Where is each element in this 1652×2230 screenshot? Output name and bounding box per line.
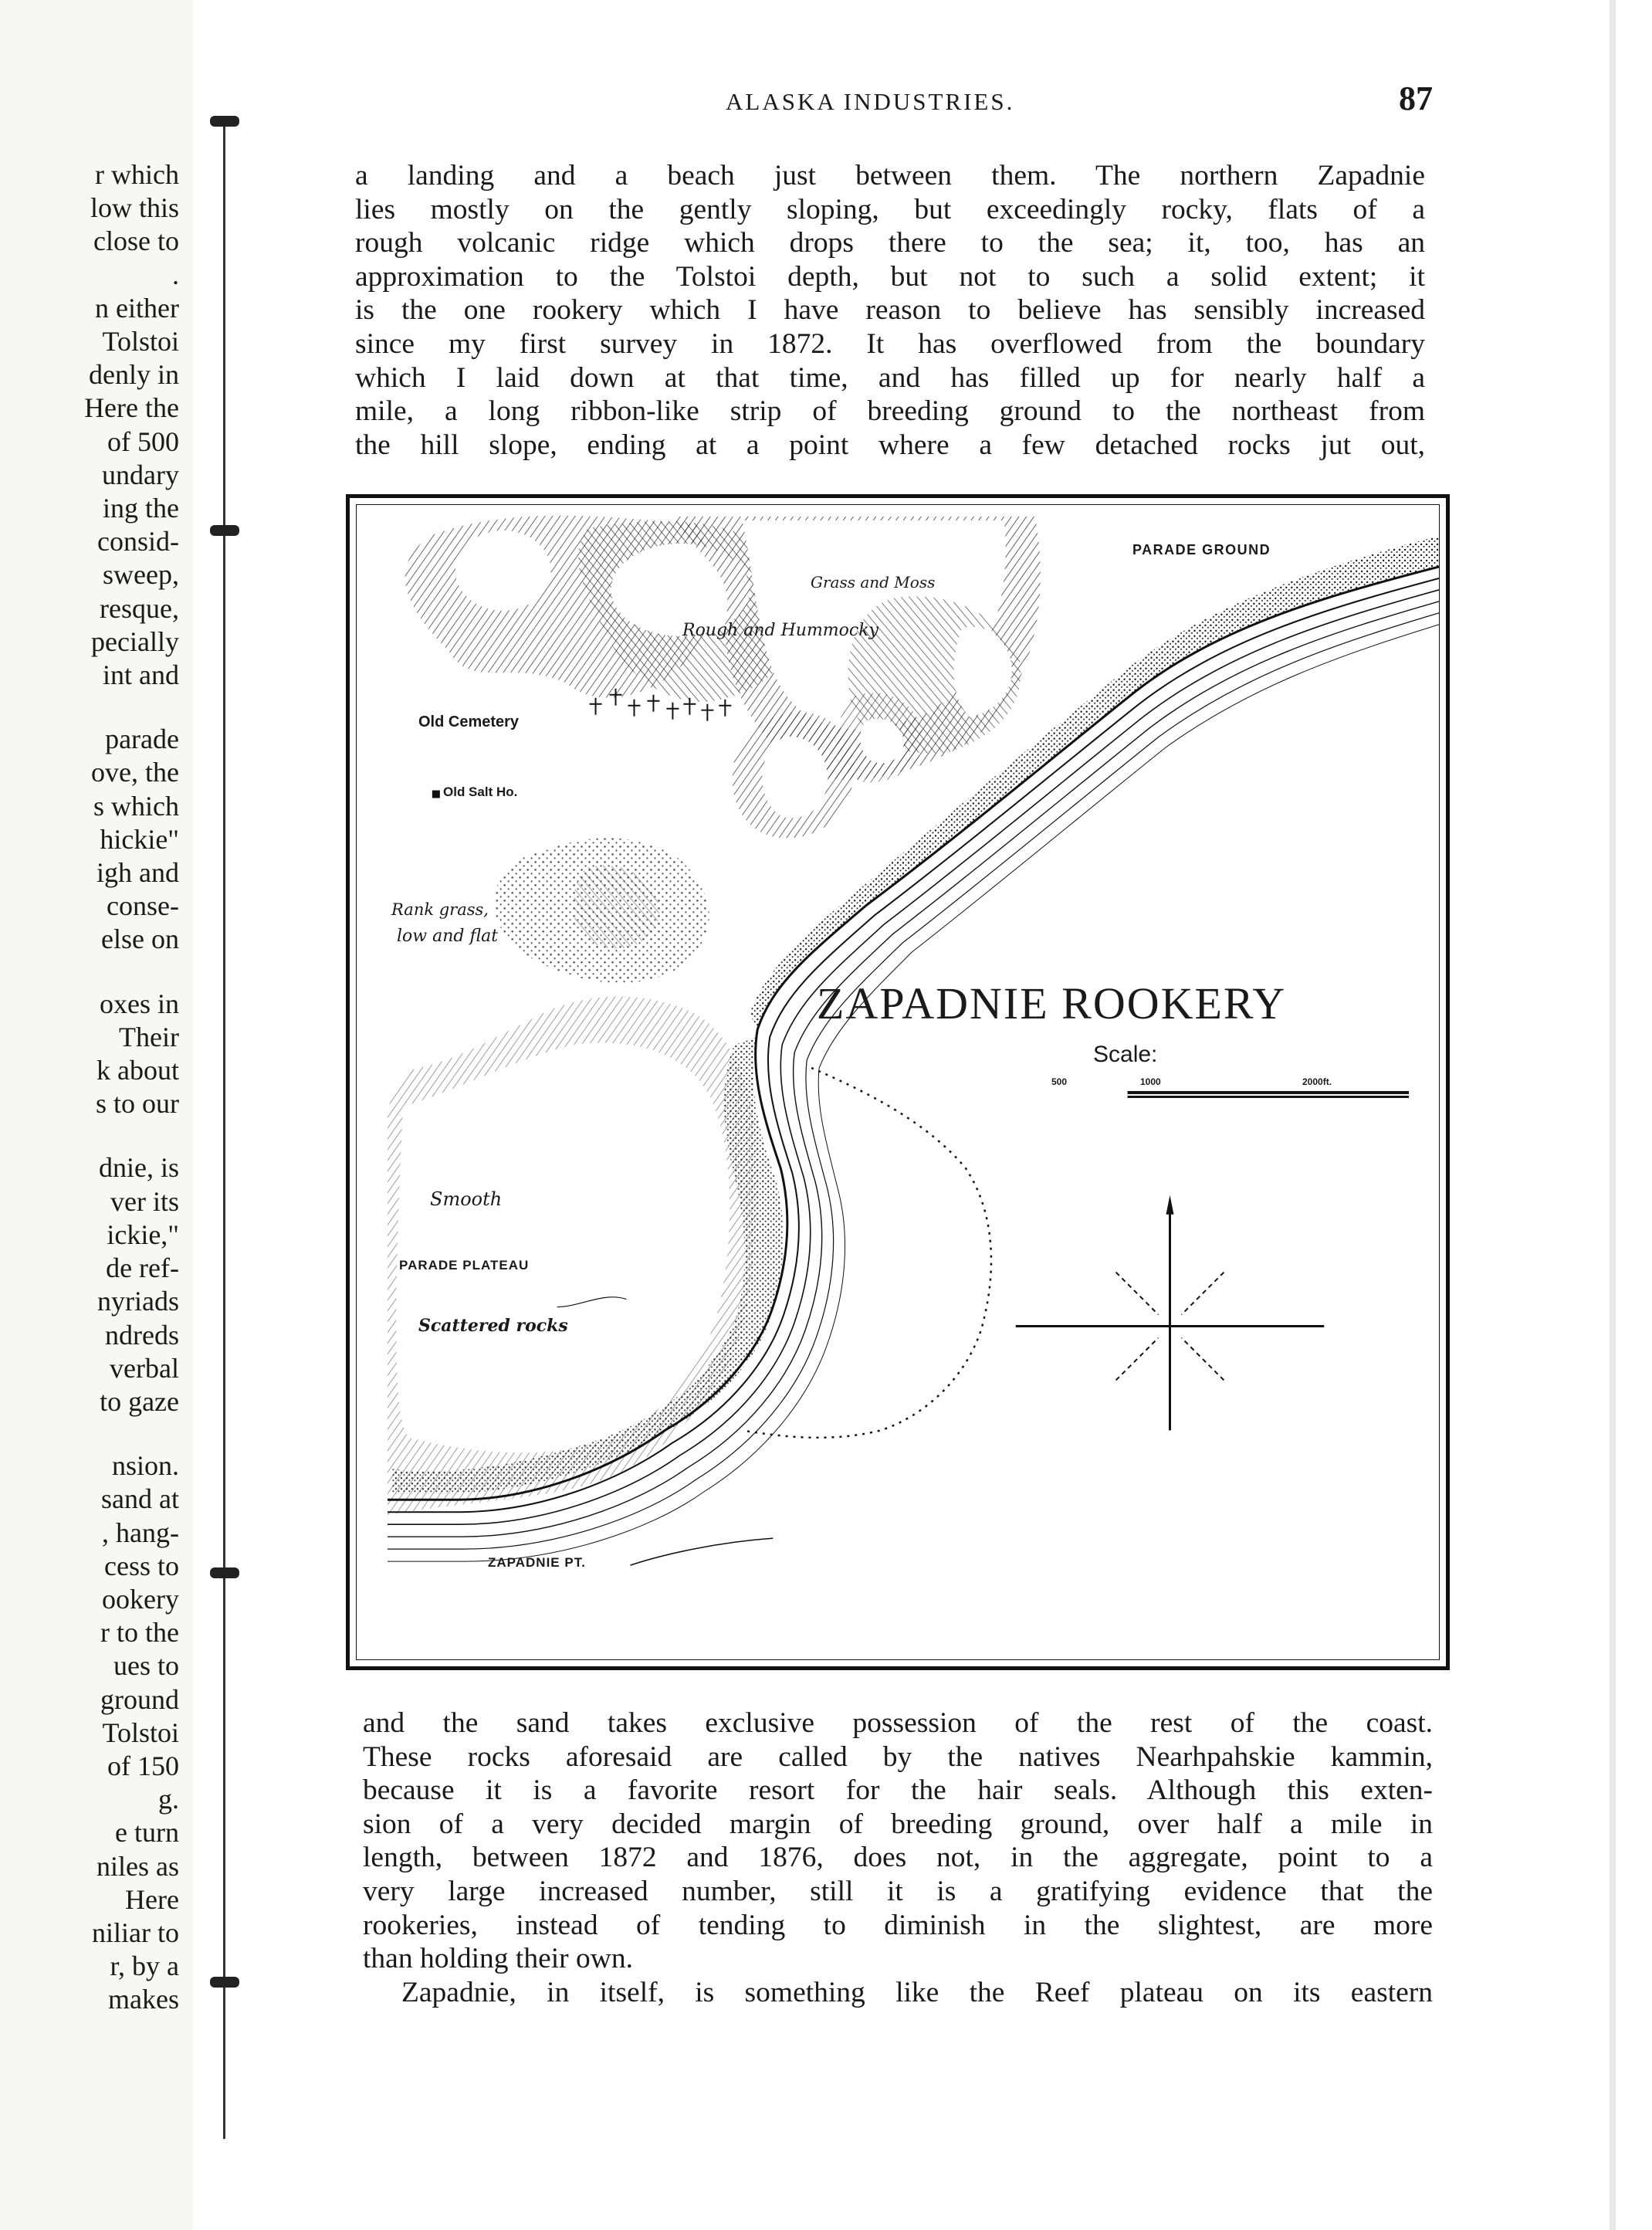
scale-tick-label: 500 (1051, 1076, 1068, 1087)
text-line: a landing and a beach just between them. The northern Zapadnie (355, 160, 1425, 191)
margin-line: ground (100, 1683, 179, 1715)
margin-line: ing the (103, 493, 179, 524)
margin-line: of 500 (107, 425, 179, 457)
margin-line: g. (158, 1784, 179, 1815)
text-line: length, between 1872 and 1876, does not, in the aggregate, point to a (363, 1842, 1433, 1874)
margin-line: cess to (104, 1550, 179, 1581)
margin-line: ove, the (91, 757, 179, 788)
margin-line: parade (105, 724, 179, 755)
text-line: sion of a very decided margin of breeding ground, over half a mile in (363, 1808, 1433, 1840)
margin-line: conse- (107, 890, 179, 922)
margin-line: sand at (101, 1483, 179, 1515)
margin-line: niles as (96, 1850, 179, 1882)
compass-rose-icon (1016, 1195, 1324, 1431)
margin-line: dnie, is (99, 1152, 179, 1184)
scale-tick-label: 1000 (1140, 1076, 1161, 1087)
text-line: is the one rookery which I have reason to believe has sensibly increased (355, 294, 1425, 327)
margin-line: pecially (91, 625, 179, 657)
label-smooth: Smooth (430, 1188, 503, 1210)
page-number: 87 (1399, 80, 1433, 117)
facing-page-text (2, 158, 179, 2017)
label-old-salt-house: Old Salt Ho. (443, 785, 518, 799)
margin-line: Here (125, 1883, 179, 1915)
margin-line: , hang- (102, 1517, 179, 1548)
margin-line: . (172, 259, 179, 290)
label-low-and-flat: low and flat (397, 927, 499, 946)
text-line: lies mostly on the gently sloping, but exceedingly rocky, flats of a (355, 193, 1425, 225)
scale-bar (1128, 1091, 1409, 1098)
next-paragraph-first-line: Zapadnie, in itself, is something like the Reef plateau on its eastern (401, 1976, 1433, 2008)
text-line: and the sand takes exclusive possession of the rest of the coast. (363, 1707, 1433, 1739)
label-parade-ground: PARADE GROUND (1132, 542, 1271, 558)
margin-line: e turn (115, 1817, 179, 1849)
map-area (356, 504, 1440, 1660)
map-figure (346, 494, 1450, 1670)
map-scale-label: Scale: (1093, 1042, 1158, 1067)
map-drawing (357, 505, 1439, 1659)
margin-line: ues to (113, 1650, 179, 1682)
margin-line: igh and (96, 857, 179, 889)
text-line: These rocks aforesaid are called by the natives Nearhpahskie kammin, (363, 1740, 1433, 1773)
margin-line: nyriads (97, 1286, 179, 1317)
margin-line: oxes in (100, 988, 179, 1019)
text-line: because it is a favorite resort for the hair seals. Although this exten- (363, 1774, 1433, 1807)
label-rank-grass: Rank grass, (391, 900, 489, 919)
margin-line: resque, (100, 592, 179, 624)
binding-thread (221, 116, 229, 2139)
margin-line: r which (95, 159, 179, 190)
label-grass-and-moss: Grass and Moss (811, 573, 936, 591)
label-scattered-rocks: Scattered rocks (418, 1316, 568, 1336)
text-line: since my first survey in 1872. It has overflowed from the boundary (355, 327, 1425, 360)
margin-line: de ref- (106, 1252, 179, 1284)
margin-line: to gaze (100, 1385, 179, 1417)
label-zapadnie-point: ZAPADNIE PT. (488, 1555, 586, 1570)
margin-line: nsion. (111, 1450, 179, 1482)
bottom-paragraph (363, 1706, 1433, 2009)
text-line: which I laid down at that time, and has filled up for nearly half a (355, 361, 1425, 394)
margin-line: int and (103, 659, 179, 691)
text-line: approximation to the Tolstoi depth, but not to such a solid extent; it (355, 260, 1425, 293)
margin-line: ver its (110, 1185, 179, 1217)
margin-line: verbal (110, 1352, 179, 1384)
margin-line: n either (95, 292, 179, 324)
margin-line: Tolstoi (102, 1717, 179, 1748)
margin-line: else on (101, 924, 179, 955)
margin-line: sweep, (103, 559, 179, 591)
margin-line: ookery (102, 1583, 179, 1615)
margin-line: ickie," (107, 1218, 179, 1250)
margin-line: k about (96, 1055, 179, 1086)
facing-page-edge (0, 0, 193, 2230)
margin-line: undary (102, 459, 179, 490)
margin-line: Tolstoi (102, 326, 179, 358)
top-paragraph (355, 159, 1425, 462)
rank-grass-area (494, 838, 709, 983)
margin-line: r, by a (110, 1950, 179, 1982)
label-parade-plateau: PARADE PLATEAU (399, 1258, 530, 1273)
text-line: than holding their own. (363, 1943, 633, 1975)
margin-line: s to our (96, 1088, 179, 1120)
margin-line: niliar to (92, 1917, 179, 1948)
page-edge (1610, 0, 1616, 2230)
salt-house-marker-icon (432, 791, 440, 798)
zapadnie-point-leader (630, 1538, 773, 1565)
margin-line: ndreds (105, 1319, 179, 1351)
margin-line: s which (93, 790, 179, 822)
margin-line: Here the (84, 392, 179, 424)
text-line: very large increased number, still it is a gratifying evidence that the (363, 1875, 1433, 1907)
label-rough-and-hummocky: Rough and Hummocky (682, 621, 878, 640)
text-line: rookeries, instead of tending to diminish in the slightest, are more (363, 1909, 1433, 1941)
margin-line: consid- (97, 526, 179, 558)
scale-tick-label: 2000ft. (1302, 1076, 1332, 1087)
running-head: ALASKA INDUSTRIES. (726, 88, 1015, 115)
map-title: ZAPADNIE ROOKERY (817, 978, 1287, 1029)
margin-line: of 150 (107, 1750, 179, 1781)
text-line: the hill slope, ending at a point where a few detached rocks jut out, (355, 429, 1425, 461)
margin-line: low this (90, 192, 179, 224)
margin-line: makes (108, 1984, 179, 2015)
label-old-cemetery: Old Cemetery (418, 713, 520, 730)
margin-line: r to the (100, 1617, 179, 1649)
margin-line: Their (119, 1021, 179, 1052)
text-line: mile, a long ribbon-like strip of breeding ground to the northeast from (355, 395, 1425, 428)
text-line: rough volcanic ridge which drops there to the sea; it, too, has an (355, 227, 1425, 259)
margin-line: close to (93, 225, 179, 257)
margin-line: hickie" (100, 823, 179, 855)
margin-line: denly in (89, 359, 179, 391)
